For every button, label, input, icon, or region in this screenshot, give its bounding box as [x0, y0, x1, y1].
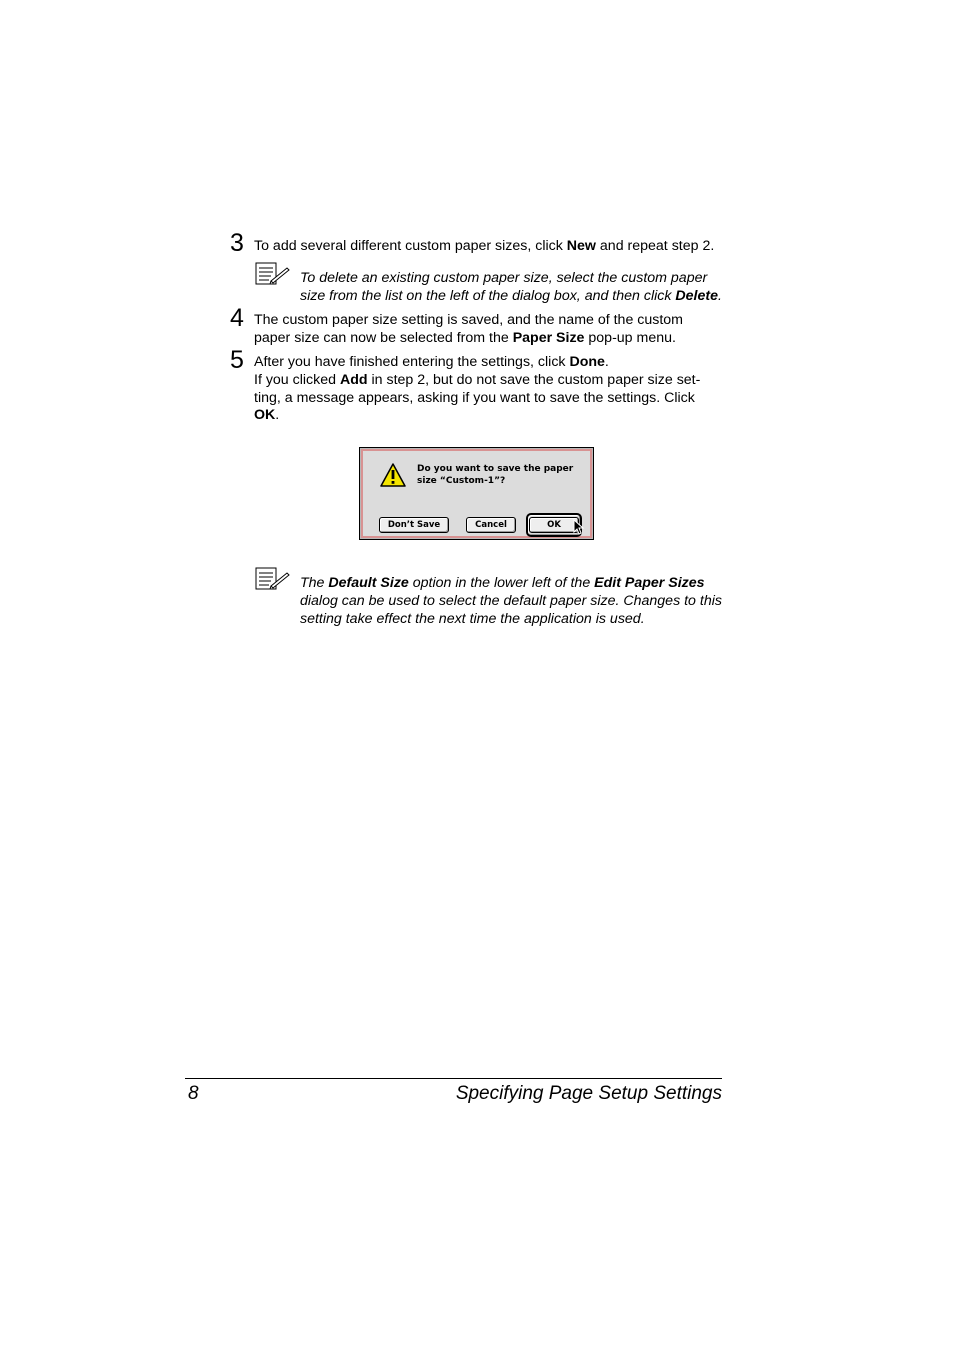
save-paper-size-dialog [359, 447, 594, 540]
dont-save-button[interactable]: Don’t Save [379, 517, 449, 533]
note-icon [255, 262, 291, 286]
step-5-text: After you have finished entering the settings, click Done. If you clicked Add in step 2, but do not save the custom paper size set-ting, a message appears, asking if you want to save the settings. Click OK. [254, 354, 701, 424]
dialog-body [361, 449, 592, 538]
step-3-note: To delete an existing custom paper size, select the custom paper size from the list on the left of the dialog box, and then click Delete. [300, 270, 722, 304]
default-size-note: The Default Size option in the lower left of the Edit Paper Sizes dialog can be used to select the default paper size. Changes to this setting take effect the next time the application is used. [300, 575, 722, 627]
step-number-4: 4 [230, 304, 244, 332]
mouse-pointer-icon [573, 519, 585, 536]
note-icon [255, 567, 291, 591]
ok-button[interactable]: OK [529, 517, 579, 533]
dialog-message: Do you want to save the paper size “Custom-1”? [417, 464, 574, 486]
warning-icon [379, 462, 407, 488]
step-number-3: 3 [230, 229, 244, 257]
cancel-button[interactable]: Cancel [466, 517, 516, 533]
footer-rule [185, 1078, 722, 1079]
step-4-text: The custom paper size setting is saved, and the name of the custom paper size can now be selected from the Paper Size pop-up menu. [254, 312, 684, 346]
step-3-text: To add several different custom paper sizes, click New and repeat step 2. [254, 238, 715, 254]
page-number: 8 [188, 1083, 199, 1104]
step-number-5: 5 [230, 346, 244, 374]
section-title: Specifying Page Setup Settings [455, 1083, 722, 1104]
